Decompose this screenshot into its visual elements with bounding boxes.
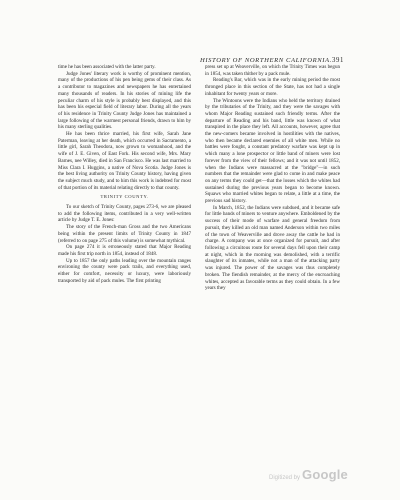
paragraph: The story of the French-man Gross and the two Americans being within the present limits of Trinity County in 1847 (referred to on page 275 of this volume) is somewhat mythical. <box>58 224 191 244</box>
paragraph: Judge Jones' literary work is worthy of prominent mention, many of the productions of his pen being gems of their class. As a contributor to magazines and newspapers he has entertained many thousands of readers. In his stories of mining life the peculiar charm of his style is probably best displayed, and this has been his especial field of literary labor. During all the years of his residence in Trinity County Judge Jones has maintained a large following of the warmest personal friends, drawn to him by his many sterling qualities. <box>58 70 191 131</box>
running-head-title: HISTORY OF NORTHERN CALIFORNIA. <box>200 57 332 64</box>
google-logo: Google <box>302 467 348 482</box>
paragraph: Up to 1857 the only paths leading over the mountain ranges environing the county were pack trails, and everything used, either for comfort, necessity or luxury, were laboriously transported by aid of pack mules. The first printing <box>58 257 191 284</box>
paragraph: The Wintoons were the Indians who held the territory drained by the tributaries of the Trinity, and they were the savages with whom Major Reading sustained such friendly terms. After the departure of Reading and his band, little was known of what transpired in the place they left. All accounts, however, agree that the new-comers became involved in hostilities with the natives, who then became declared enemies of all white men. While no battles were fought, a constant predatory warfare was kept up in which many a lone prospector or little band of miners were lost forever from the view of their fellows; and it was not until 1852, when the Indians were massacred at the "bridge"—in such numbers that the remainder were glad to come in and make peace on any terms they could get—that the losses which the whites had sustained during the previous years began to become known. Squaws who married whites began to relate, a little at a time, the previous sad history. <box>205 97 340 205</box>
paragraph: time he has been associated with the latter party. <box>58 64 156 70</box>
paragraph: Reading's Bar, which was in the early mining period the most thronged place in this section of the State, has not had a single inhabitant for twenty years or more. <box>205 77 340 97</box>
watermark-prefix: Digitized by <box>269 475 301 481</box>
paragraph: In March, 1852, the Indians were subdued, and it became safe for little bands of miners to venture anywhere. Emboldened by the success of their mode of warfare and general freedom from pursuit, they killed an old man named Anderson within two miles of the town of Weaverville and drove away the cattle he had in charge. A company was at once organized for pursuit, and after following a circuitous route for several days fell upon their camp at night, which in the morning was demolished, with a terrific slaughter of its inmates, while not a man of the attacking party was injured. The power of the savages was thus completely broken. The fiendish remainder, at the mercy of the encroaching whites, accepted as favorable terms as they could obtain. In a few years they <box>205 204 340 292</box>
paragraph: To our sketch of Trinity County, pages 273-6, we are pleased to add the following items, contributed in a very well-written article by Judge T. E. Jones: <box>58 204 191 224</box>
right-column <box>205 64 340 292</box>
left-column <box>58 64 191 285</box>
paragraph: He has been thrice married, his first wife, Sarah Jane Paterman, leaving at her death, which occurred in Sacramento, a little girl, Sarah Theodora, now grown to womanhood, and the wife of J. E. Given, of East Fork. His second wife, Mrs. Mary Barnes, nee Willey, died in San Francisco. He was last married to Miss Clara I. Huggins, a native of Nova Scotia. Judge Jones is the best living authority on Trinity County history, having given the subject much study, and to him this work is indebted for most of that portion of its material relating directly to that county. <box>58 131 191 191</box>
page-number: 391 <box>332 57 344 64</box>
running-head <box>200 57 344 64</box>
section-heading: TRINITY COUNTY. <box>100 194 149 200</box>
google-watermark <box>269 467 348 482</box>
paragraph: press set up at Weaverville, on which the Trinity Times was begun in 1854, was taken thither by a pack mule. <box>205 64 340 77</box>
paragraph: On page 274 it is erroneously stated that Major Reading made his first trip north in 1854, instead of 1848. <box>58 244 191 257</box>
